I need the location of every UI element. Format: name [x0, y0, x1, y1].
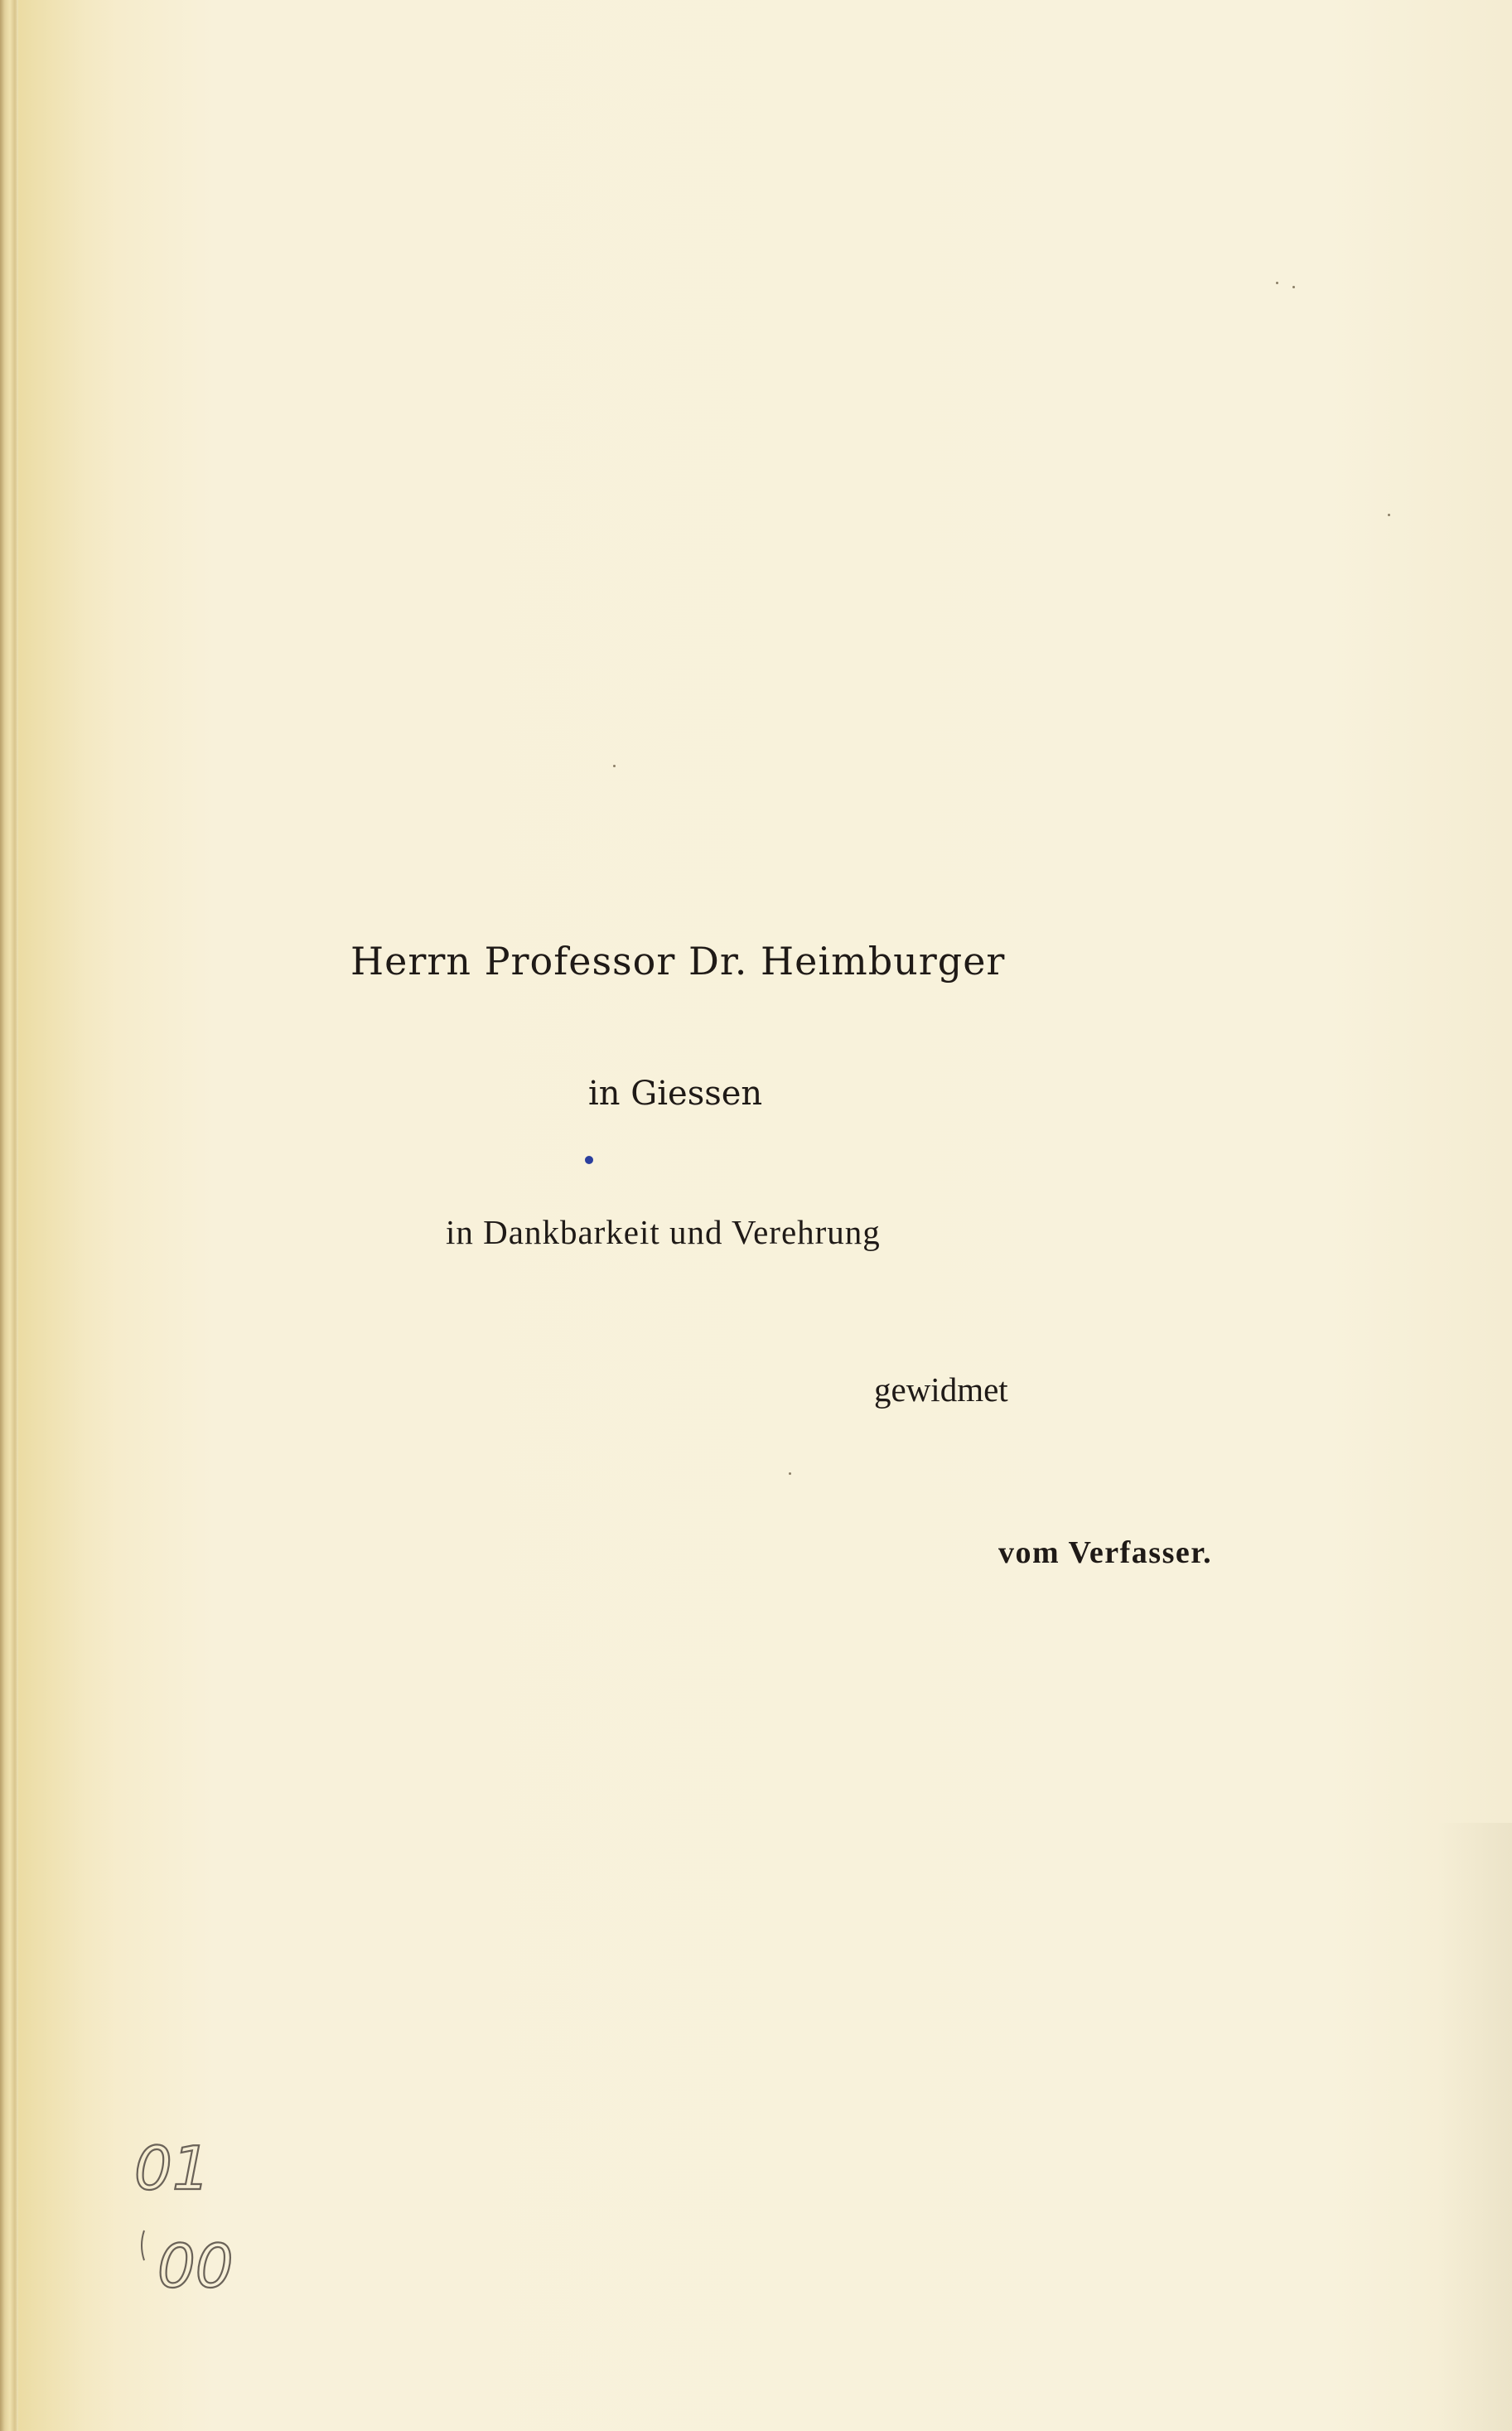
paper-speck [789, 1472, 791, 1475]
paper-speck [1388, 514, 1390, 516]
dedication-verb-line: gewidmet [874, 1370, 1008, 1409]
handwritten-shelf-mark [124, 2121, 273, 2303]
handwritten-mark-top: 01 [134, 2134, 210, 2203]
dedication-place-line: in Giessen [588, 1075, 763, 1113]
dedication-name-line: Herrn Professor Dr. Heimburger [350, 939, 1006, 984]
handwritten-mark-bottom: 00 [157, 2231, 234, 2301]
binding-shadow [18, 0, 118, 2431]
blue-ink-dot [585, 1156, 593, 1164]
dedication-phrase-line: in Dankbarkeit und Verehrung [446, 1213, 881, 1251]
handwritten-stroke [142, 2230, 144, 2260]
paper-speck [613, 765, 616, 767]
book-binding-edge [0, 0, 18, 2431]
worn-page-edge [1437, 1823, 1512, 2431]
paper-speck [1292, 286, 1295, 288]
dedication-signature-line: vom Verfasser. [998, 1535, 1213, 1570]
paper-speck [1276, 282, 1278, 284]
